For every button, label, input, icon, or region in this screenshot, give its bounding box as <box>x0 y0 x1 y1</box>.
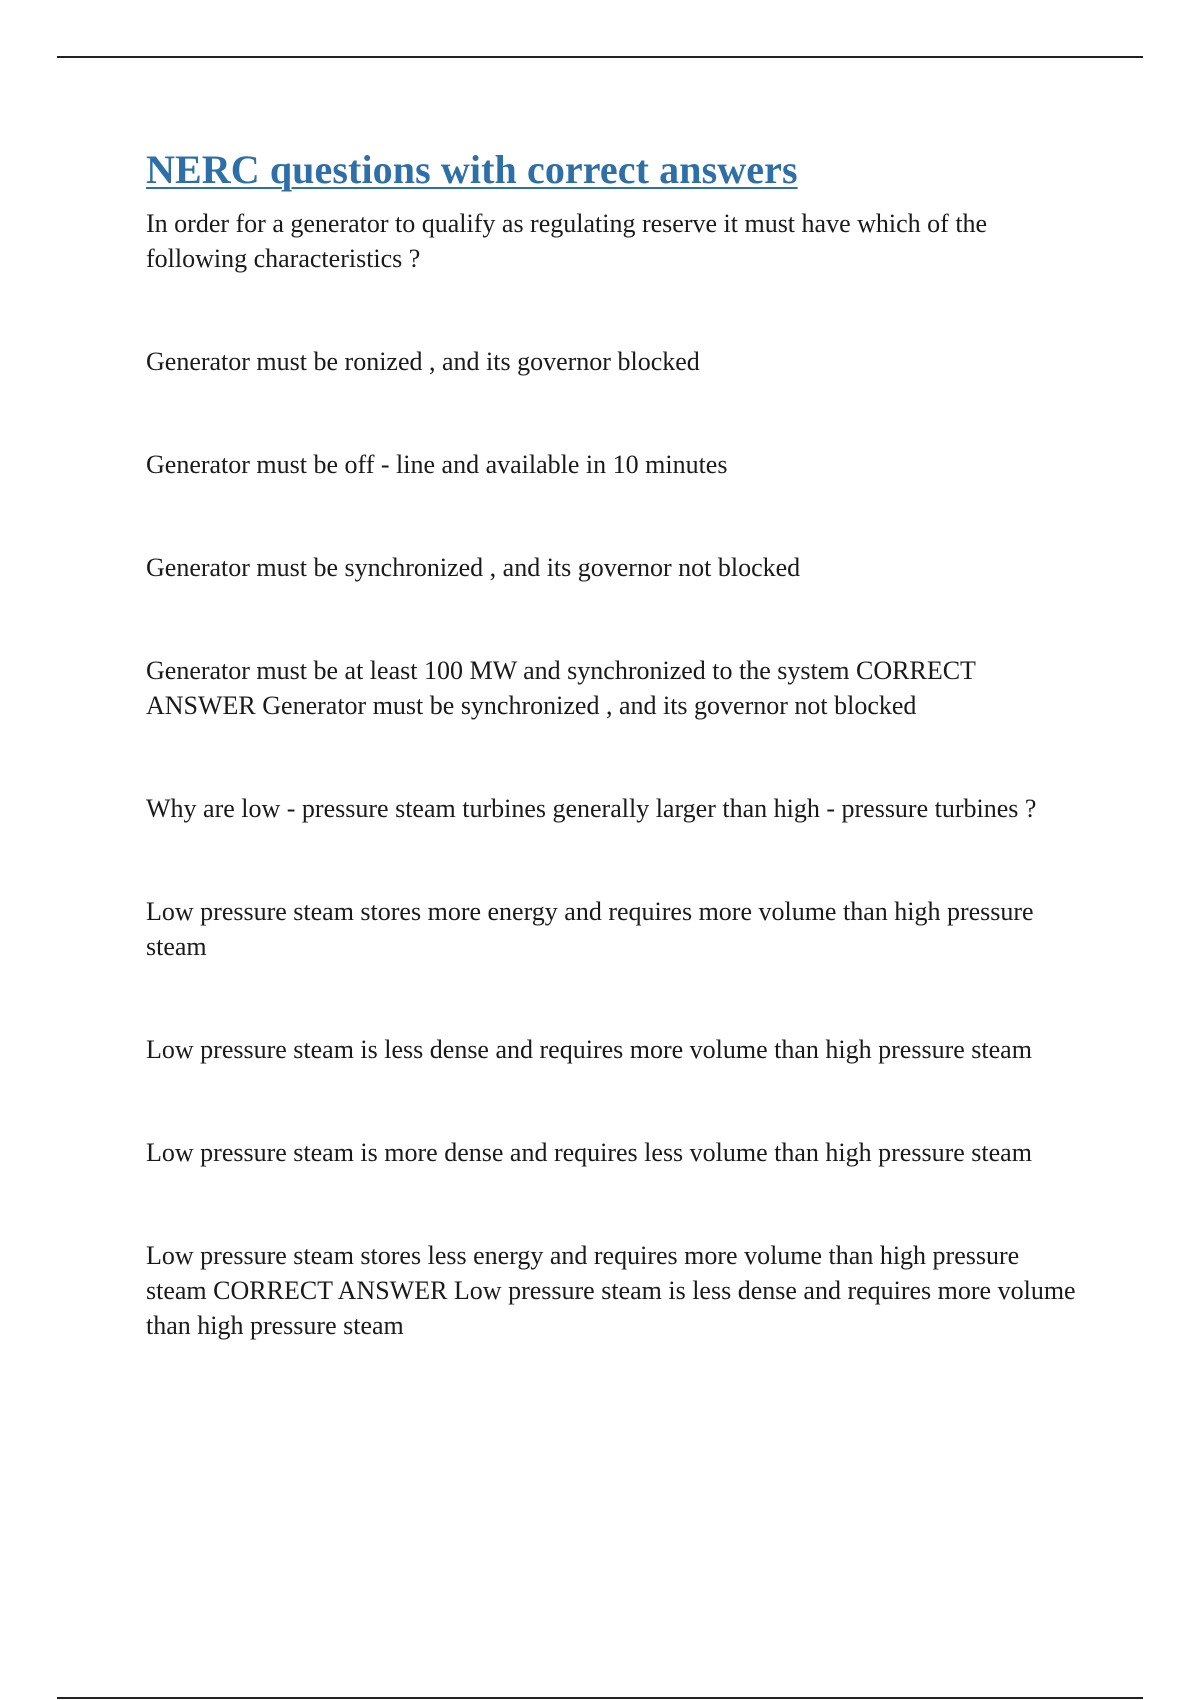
document-body <box>146 144 1076 1343</box>
header-rule <box>57 56 1143 58</box>
option-2c: Low pressure steam is more dense and requires less volume than high pressure steam <box>146 1138 1032 1167</box>
option-1d-answer: Generator must be at least 100 MW and synchronized to the system CORRECT ANSWER Generator must be synchronized , and its governor not blocked <box>146 656 976 720</box>
question-list <box>146 206 1076 1343</box>
option-2a: Low pressure steam stores more energy and requires more volume than high pressure steam <box>146 897 1034 961</box>
option-1b: Generator must be off - line and available in 10 minutes <box>146 450 728 479</box>
option-1c: Generator must be synchronized , and its governor not blocked <box>146 553 801 582</box>
option-2d-answer: Low pressure steam stores less energy and requires more volume than high pressure steam CORRECT ANSWER Low pressure steam is less dense and requires more volume than high pressure steam <box>146 1241 1076 1340</box>
document-title: NERC questions with correct answers <box>146 147 798 192</box>
option-2b: Low pressure steam is less dense and requires more volume than high pressure steam <box>146 1035 1032 1064</box>
option-1a: Generator must be ronized , and its governor blocked <box>146 347 700 376</box>
footer-rule <box>57 1697 1143 1699</box>
question-1: In order for a generator to qualify as regulating reserve it must have which of the following characteristics ? <box>146 209 988 273</box>
question-2: Why are low - pressure steam turbines generally larger than high - pressure turbines ? <box>146 794 1037 823</box>
